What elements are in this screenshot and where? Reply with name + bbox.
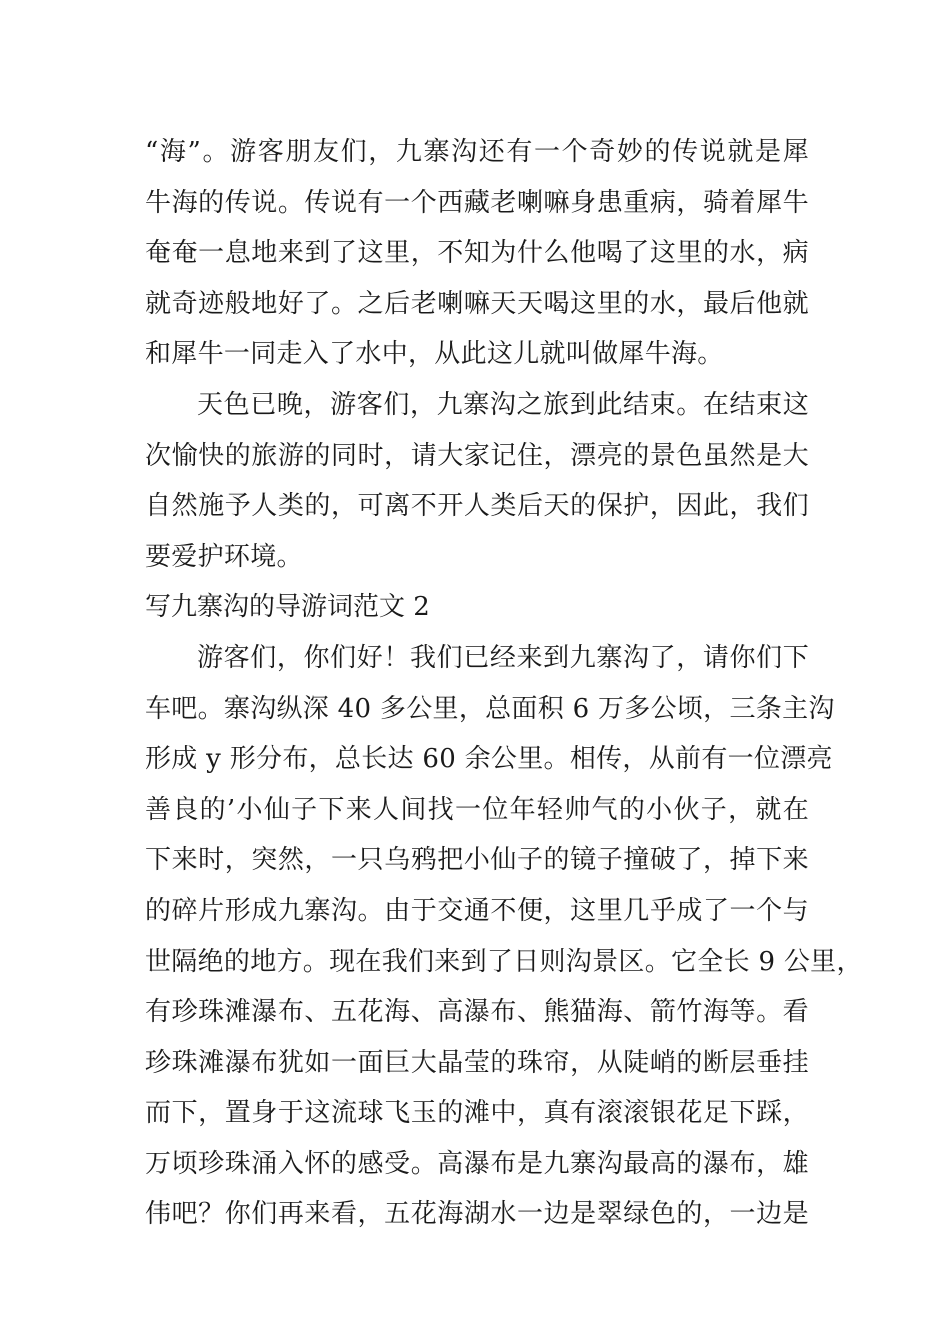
paragraph-sample-2	[145, 633, 863, 1240]
text-line: 次愉快的旅游的同时，请大家记住，漂亮的景色虽然是大	[145, 440, 809, 471]
text-line: 世隔绝的地方。现在我们来到了日则沟景区。它全长 9 公里，	[145, 946, 863, 977]
text-line: 的碎片形成九寨沟。由于交通不便，这里几乎成了一个与	[145, 895, 809, 926]
text-line: 伟吧？你们再来看，五花海湖水一边是翠绿色的，一边是	[145, 1199, 809, 1230]
text-line: 珍珠滩瀑布犹如一面巨大晶莹的珠帘，从陡峭的断层垂挂	[145, 1047, 809, 1078]
section-heading: 写九寨沟的导游词范文 2	[145, 592, 430, 623]
text-line: 下来时，突然，一只乌鸦把小仙子的镜子撞破了，掉下来	[145, 845, 809, 876]
text-line: 和犀牛一同走入了水中，从此这儿就叫做犀牛海。	[145, 339, 724, 370]
text-line: 万顷珍珠涌入怀的感受。高瀑布是九寨沟最高的瀑布，雄	[145, 1148, 809, 1179]
text-line: 奄奄一息地来到了这里，不知为什么他喝了这里的水，病	[145, 238, 809, 269]
text-line: 牛海的传说。传说有一个西藏老喇嘛身患重病，骑着犀牛	[145, 187, 809, 218]
text-line: 要爱护环境。	[145, 541, 303, 572]
text-line: 车吧。寨沟纵深 40 多公里，总面积 6 万多公顷，三条主沟	[145, 693, 835, 724]
text-line: 有珍珠滩瀑布、五花海、高瀑布、熊猫海、箭竹海等。看	[145, 997, 809, 1028]
text-line: 自然施予人类的，可离不开人类后天的保护，因此，我们	[145, 491, 809, 522]
text-line: 而下，置身于这流球飞玉的滩中，真有滚滚银花足下踩，	[145, 1098, 809, 1129]
text-line: “海”。游客朋友们，九寨沟还有一个奇妙的传说就是犀	[145, 137, 809, 167]
paragraph-closing	[145, 380, 809, 582]
paragraph-rhino-sea-legend	[145, 127, 809, 380]
text-line: 天色已晚，游客们，九寨沟之旅到此结束。在结束这	[197, 389, 809, 420]
text-line: 游客们，你们好！我们已经来到九寨沟了，请你们下	[197, 642, 809, 673]
text-line: 善良的’小仙子下来人间找一位年轻帅气的小伙子，就在	[145, 794, 809, 825]
text-line: 形成 y 形分布，总长达 60 余公里。相传，从前有一位漂亮	[145, 744, 833, 775]
text-line: 就奇迹般地好了。之后老喇嘛天天喝这里的水，最后他就	[145, 288, 809, 319]
document-body	[145, 127, 863, 1240]
